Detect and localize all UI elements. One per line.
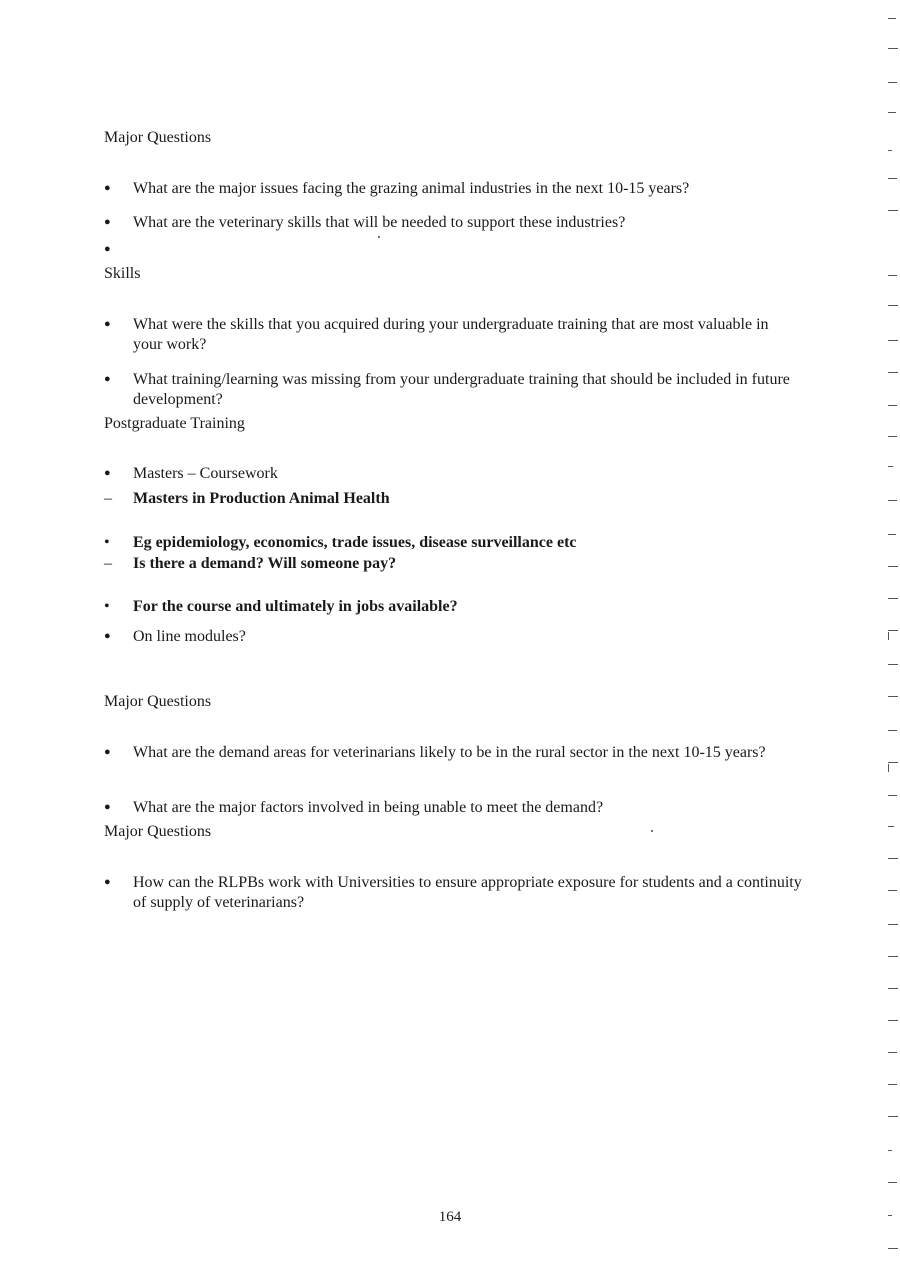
list-item-text: What are the veterinary skills that will be needed to support these industries? [133,214,626,231]
list-item [104,315,804,355]
bullet-marker [104,315,126,336]
list-item-text: For the course and ultimately in jobs available? [133,598,458,615]
scan-speck [651,830,653,832]
list-item [104,464,804,484]
list-item-text: Eg epidemiology, economics, trade issues, disease surveillance etc [133,534,577,551]
list-item [104,179,804,199]
bullet-marker [104,240,126,261]
list-item-text: Is there a demand? Will someone pay? [133,555,397,572]
list-item [104,533,804,553]
scan-edge-marks [882,0,900,1279]
list-item-text: What are the demand areas for veterinarians likely to be in the rural sector in the next 10-15 years? [133,744,766,761]
list-item [104,554,804,574]
list-item [104,873,804,913]
bullet-marker [104,179,126,200]
list-item [104,627,804,647]
list-item-text: What are the major issues facing the grazing animal industries in the next 10-15 years? [133,180,690,197]
list-item [104,489,804,509]
list-item [104,213,804,233]
list-item-text: Masters – Coursework [133,465,278,482]
bullet-marker [104,533,126,553]
scan-speck [378,236,380,238]
bullet-marker [104,798,126,819]
list-item-text: On line modules? [133,628,246,645]
list-item-text: Masters in Production Animal Health [133,490,390,507]
list-item [104,370,804,410]
bullet-marker [104,464,126,485]
dash-marker: – [104,555,112,572]
list-item-text: What training/learning was missing from your undergraduate training that should be included in future development? [133,371,790,408]
section-heading-postgraduate-training: Postgraduate Training [104,415,245,432]
bullet-marker [104,743,126,764]
list-item [104,798,804,818]
list-item [104,597,804,617]
bullet-marker [104,873,126,894]
list-item-text: How can the RLPBs work with Universities to ensure appropriate exposure for students and a continuity of supply of veterinarians? [133,874,802,911]
page-number: 164 [438,1209,462,1225]
bullet-marker [104,597,126,617]
section-heading-skills: Skills [104,265,141,282]
bullet-marker [104,370,126,391]
section-heading-major-questions-2: Major Questions [104,693,212,710]
bullet-marker [104,627,126,648]
list-item [104,743,804,763]
bullet-marker [104,213,126,234]
section-heading-major-questions-3: Major Questions [104,823,212,840]
dash-marker: – [104,490,112,507]
section-heading-major-questions-1: Major Questions [104,129,212,146]
list-item-text: What were the skills that you acquired during your undergraduate training that are most valuable in your work? [133,316,769,353]
list-item-text: What are the major factors involved in being unable to meet the demand? [133,799,604,816]
